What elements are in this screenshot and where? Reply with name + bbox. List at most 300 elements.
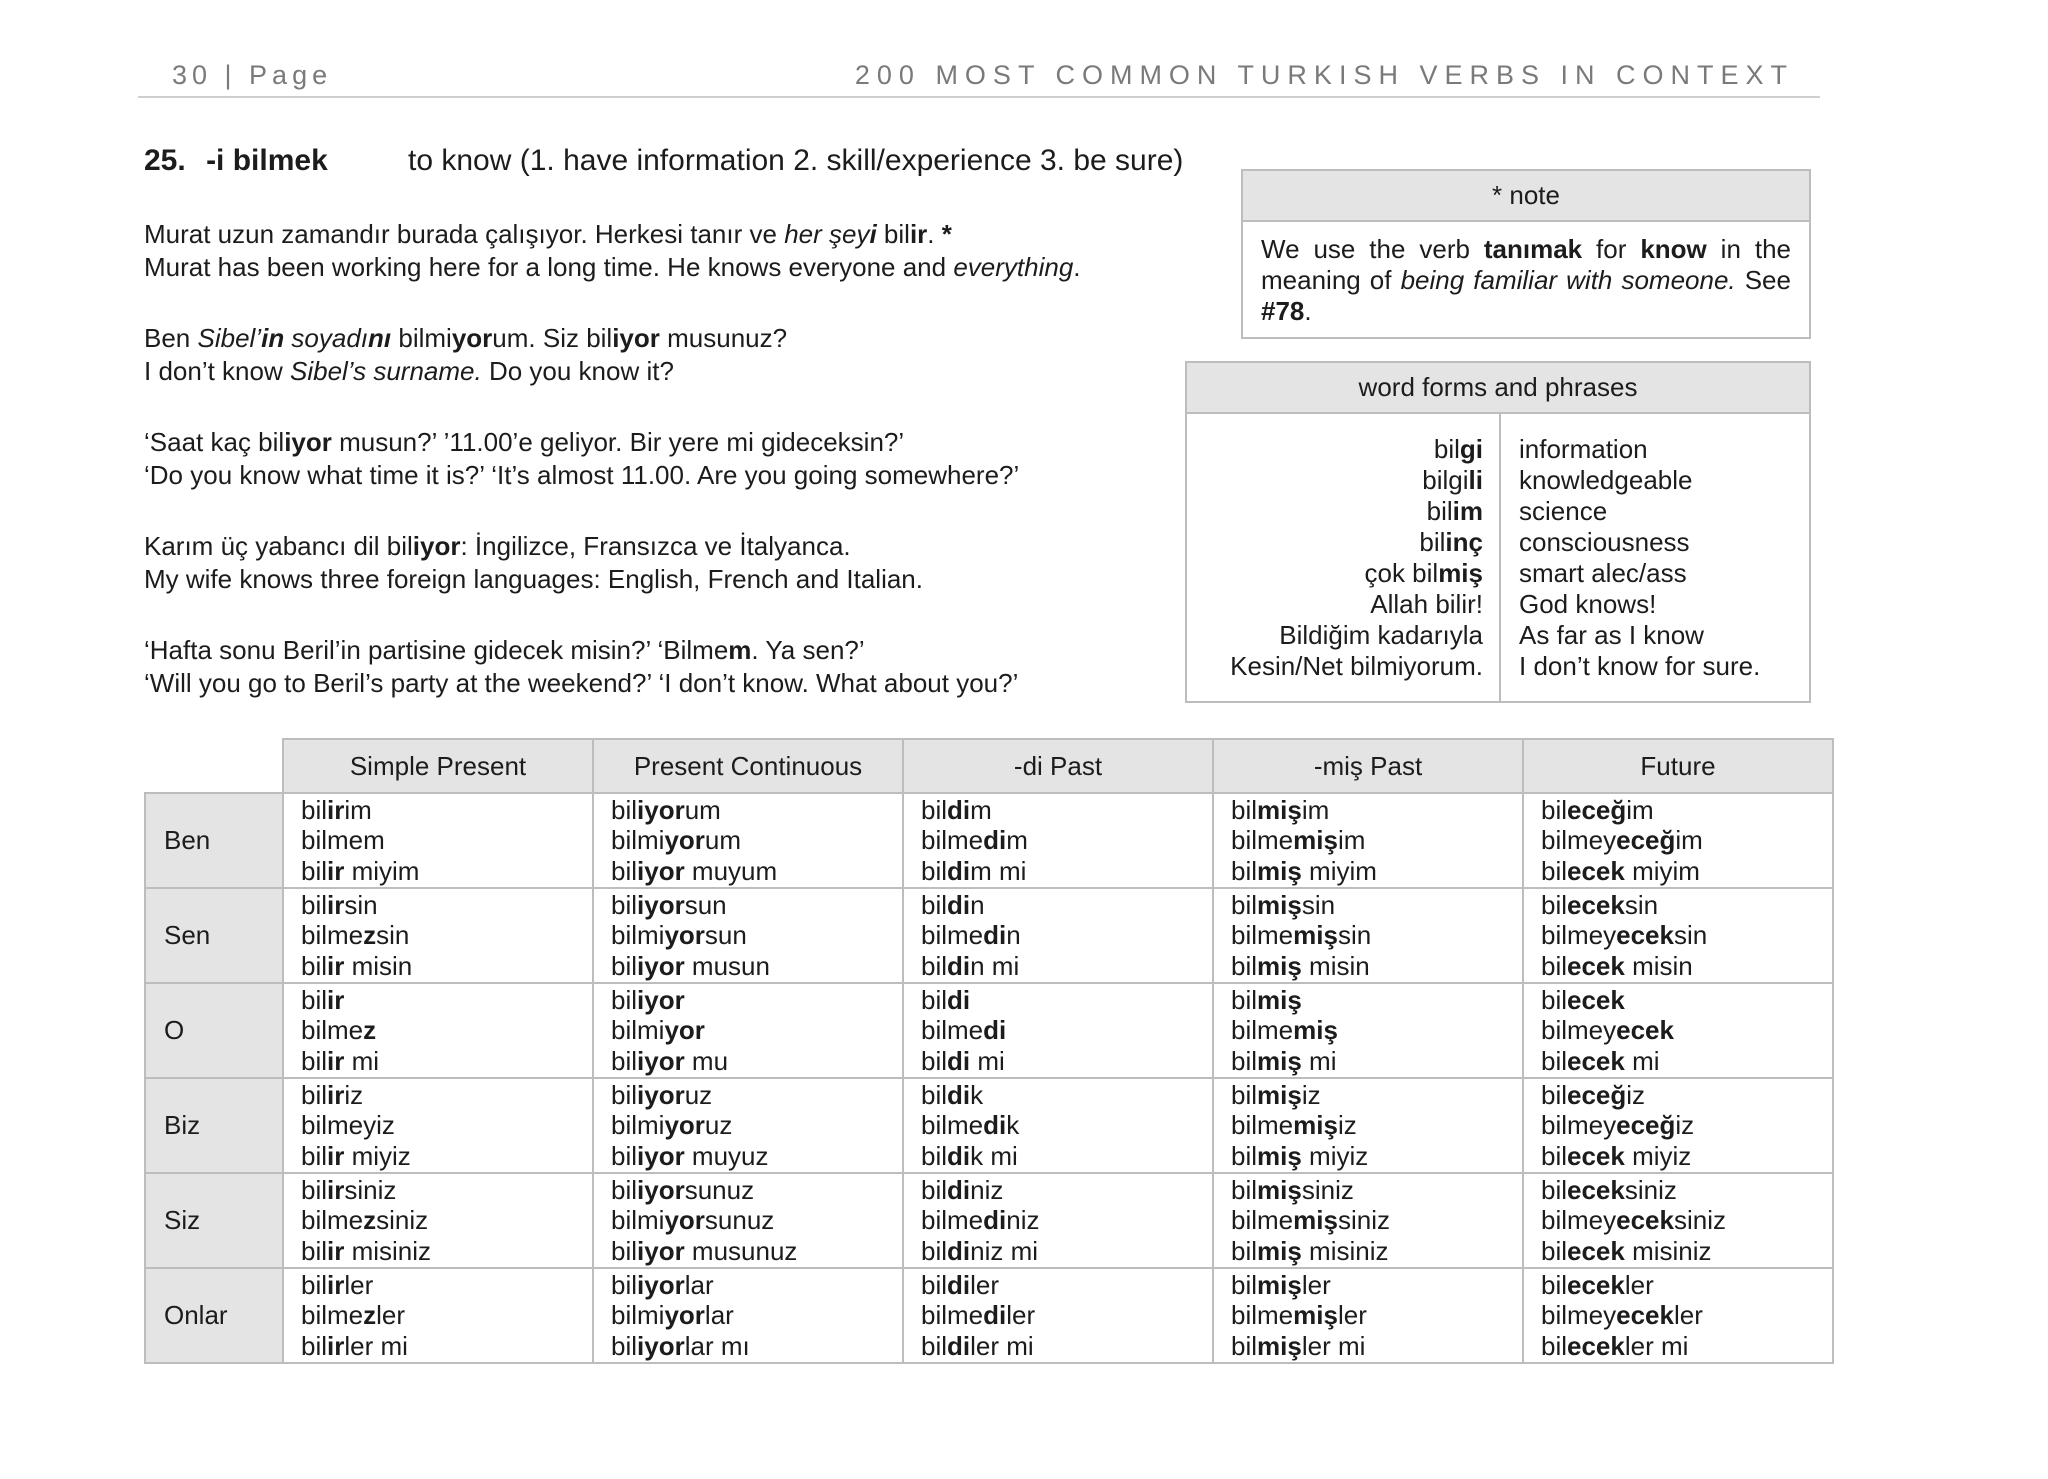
text-segment: siniz xyxy=(344,1174,397,1205)
text-segment: bilme xyxy=(1231,1300,1294,1331)
conjugation-form xyxy=(1541,1205,1832,1236)
text-segment: miş xyxy=(1257,984,1302,1015)
table-row xyxy=(145,888,1833,983)
conjugation-cell xyxy=(593,793,903,888)
text-segment: * xyxy=(941,219,952,249)
text-segment: bil xyxy=(611,1045,638,1076)
text-segment: di xyxy=(947,794,971,825)
text-segment: ecek xyxy=(1567,855,1625,886)
conjugation-table xyxy=(144,738,1834,1364)
text-segment: bil xyxy=(1419,527,1446,557)
word-form-english: information xyxy=(1519,434,1648,464)
text-segment: di xyxy=(983,1205,1007,1236)
text-segment: z xyxy=(363,920,377,951)
conjugation-form xyxy=(1231,1110,1522,1141)
conjugation-form xyxy=(1541,795,1832,826)
text-segment: misiniz xyxy=(344,1235,432,1266)
page-header xyxy=(138,58,1820,98)
conjugation-form xyxy=(301,856,592,887)
conjugation-form xyxy=(1231,1141,1522,1172)
text-segment: bilme xyxy=(921,1015,984,1046)
text-segment: . xyxy=(1304,296,1312,326)
conjugation-form xyxy=(611,1110,902,1141)
conjugation-form xyxy=(921,1175,1212,1206)
text-segment: bil xyxy=(921,889,948,920)
conjugation-form xyxy=(921,985,1212,1016)
text-segment: for xyxy=(1582,234,1641,264)
conjugation-form xyxy=(611,825,902,856)
text-segment: eceğ xyxy=(1616,825,1676,856)
tense-header: -miş Past xyxy=(1213,739,1523,793)
example-english xyxy=(144,251,1174,284)
conjugation-form xyxy=(1541,1331,1832,1362)
text-segment: miş xyxy=(1257,1140,1302,1171)
text-segment: ir xyxy=(327,1140,345,1171)
text-segment: bilmey xyxy=(1541,920,1617,951)
text-segment: bilme xyxy=(921,1300,984,1331)
text-segment: bilmi xyxy=(611,1300,665,1331)
text-segment: miş xyxy=(1257,1235,1302,1266)
conjugation-form xyxy=(921,1141,1212,1172)
text-segment: ler xyxy=(1337,1300,1367,1331)
conjugation-form xyxy=(611,1300,902,1331)
conjugation-form xyxy=(611,1141,902,1172)
text-segment: lar xyxy=(704,1300,734,1331)
text-segment: miş xyxy=(1257,1174,1302,1205)
text-segment: k xyxy=(1006,1110,1020,1141)
text-segment: bil xyxy=(1231,984,1258,1015)
text-segment: k mi xyxy=(970,1140,1018,1171)
example-english xyxy=(144,563,1174,596)
text-segment: sin xyxy=(1301,889,1336,920)
conjugation-form xyxy=(1541,951,1832,982)
conjugation-form xyxy=(1231,1236,1522,1267)
text-segment: eceğ xyxy=(1616,1110,1676,1141)
conjugation-cell xyxy=(903,983,1213,1078)
text-segment: iz xyxy=(1301,1079,1321,1110)
conjugation-cell xyxy=(1213,793,1523,888)
text-segment: bil xyxy=(1231,950,1258,981)
conjugation-cell xyxy=(1213,983,1523,1078)
text-segment: being familiar with someone. xyxy=(1400,265,1736,295)
conjugation-form xyxy=(1541,1046,1832,1077)
text-segment: bil xyxy=(301,794,328,825)
text-segment: iz xyxy=(1337,1110,1357,1141)
table-row xyxy=(145,983,1833,1078)
conjugation-form xyxy=(611,1331,902,1362)
tense-header: Future xyxy=(1523,739,1833,793)
note-text xyxy=(1243,222,1809,327)
text-segment: bil xyxy=(611,1140,638,1171)
text-segment: ir xyxy=(327,1269,345,1300)
text-segment: miş xyxy=(1293,1300,1338,1331)
text-segment: bil xyxy=(921,1079,948,1110)
conjugation-form xyxy=(1231,1015,1522,1046)
conjugation-form xyxy=(921,890,1212,921)
text-segment: bil xyxy=(1541,855,1568,886)
word-form-english: I don’t know for sure. xyxy=(1519,651,1761,681)
word-forms-turkish xyxy=(1187,434,1483,682)
text-segment: mi xyxy=(344,1045,380,1076)
text-segment: iz xyxy=(1626,1079,1646,1110)
text-segment: yor xyxy=(664,825,705,856)
example-turkish xyxy=(144,218,1174,251)
text-segment: bil xyxy=(1541,794,1568,825)
text-segment: everything xyxy=(953,252,1074,282)
text-segment: ler xyxy=(970,1269,1000,1300)
conjugation-form xyxy=(301,1205,592,1236)
text-segment: bilmi xyxy=(611,920,665,951)
text-segment: bil xyxy=(921,1140,948,1171)
word-form-turkish xyxy=(1187,651,1483,682)
text-segment: lar mı xyxy=(684,1330,750,1361)
conjugation-form xyxy=(611,856,902,887)
word-forms-title: word forms and phrases xyxy=(1187,363,1809,414)
text-segment: di xyxy=(947,1045,971,1076)
conjugation-form xyxy=(1231,920,1522,951)
text-segment: miş xyxy=(1257,950,1302,981)
text-segment: bil xyxy=(921,1174,948,1205)
text-segment: bil xyxy=(921,1045,948,1076)
text-segment: ir xyxy=(327,1330,345,1361)
text-segment: n xyxy=(970,889,985,920)
conjugation-form xyxy=(921,951,1212,982)
conjugation-form xyxy=(921,795,1212,826)
text-segment: bil xyxy=(1541,1045,1568,1076)
example-sentences xyxy=(144,218,1174,738)
text-segment: bil xyxy=(1231,1174,1258,1205)
text-segment: di xyxy=(983,1300,1007,1331)
text-segment: ecek xyxy=(1616,1015,1674,1046)
text-segment: bil xyxy=(611,1174,638,1205)
conjugation-cell xyxy=(903,1173,1213,1268)
conjugation-form xyxy=(301,1080,592,1111)
text-segment: Do you know it? xyxy=(481,356,674,386)
text-segment: iyor xyxy=(637,794,685,825)
entry-meaning: to know (1. have information 2. skill/experience 3. be sure) xyxy=(408,144,1184,177)
conjugation-form xyxy=(921,1236,1212,1267)
conjugation-cell xyxy=(1523,888,1833,983)
text-segment: musunuz xyxy=(684,1235,798,1266)
example-pair xyxy=(144,322,1174,388)
text-segment: . Ya sen?’ xyxy=(751,635,865,665)
text-segment: di xyxy=(983,825,1007,856)
word-form-turkish xyxy=(1187,558,1483,589)
text-segment: bil xyxy=(1541,1269,1568,1300)
text-segment: misin xyxy=(1301,950,1370,981)
text-segment: bil xyxy=(1541,889,1568,920)
conjugation-cell xyxy=(593,983,903,1078)
conjugation-cell xyxy=(593,1173,903,1268)
word-form-english: consciousness xyxy=(1519,527,1690,557)
text-segment: miş xyxy=(1257,794,1302,825)
text-segment: bil xyxy=(1541,1330,1568,1361)
text-segment: im xyxy=(1452,496,1483,526)
text-segment: yor xyxy=(664,920,705,951)
text-segment: ir xyxy=(327,984,345,1015)
conjugation-form xyxy=(1541,825,1832,856)
text-segment: bilmey xyxy=(1541,825,1617,856)
text-segment: di xyxy=(947,855,971,886)
conjugation-form xyxy=(301,890,592,921)
text-segment: sun xyxy=(684,889,727,920)
conjugation-form xyxy=(921,825,1212,856)
text-segment: miyiz xyxy=(1624,1140,1692,1171)
conjugation-body xyxy=(145,793,1833,1363)
example-pair xyxy=(144,530,1174,596)
text-segment: in xyxy=(261,323,285,353)
text-segment: bilmey xyxy=(1541,1110,1617,1141)
conjugation-form xyxy=(921,1046,1212,1077)
text-segment: ‘Hafta sonu Beril’in partisine gidecek misin?’ ‘Bilme xyxy=(144,635,729,665)
text-segment: um. Siz bil xyxy=(492,323,613,353)
table-row xyxy=(145,1078,1833,1173)
conjugation-cell xyxy=(903,1268,1213,1363)
text-segment: bil xyxy=(1231,1045,1258,1076)
text-segment: bilmi xyxy=(611,1205,665,1236)
text-segment: um xyxy=(704,825,742,856)
text-segment: m xyxy=(1006,825,1028,856)
text-segment: My wife knows three foreign languages: English, French and Italian. xyxy=(144,564,923,594)
text-segment: ir xyxy=(327,889,345,920)
text-segment: bil xyxy=(921,794,948,825)
conjugation-form xyxy=(1541,1080,1832,1111)
text-segment: yor xyxy=(451,323,493,353)
book-title: 200 MOST COMMON TURKISH VERBS IN CONTEXT xyxy=(854,60,1794,90)
text-segment: ir xyxy=(327,794,345,825)
conjugation-form xyxy=(611,1205,902,1236)
conjugation-cell xyxy=(1523,1268,1833,1363)
text-segment: sin xyxy=(1337,920,1372,951)
example-pair xyxy=(144,218,1174,284)
word-form-turkish xyxy=(1187,434,1483,465)
text-segment: bil xyxy=(611,950,638,981)
conjugation-form xyxy=(611,1175,902,1206)
text-segment: di xyxy=(983,1110,1007,1141)
text-segment: ecek xyxy=(1567,889,1625,920)
text-segment: siniz xyxy=(1624,1174,1677,1205)
example-pair xyxy=(144,634,1174,700)
conjugation-cell xyxy=(1213,1268,1523,1363)
text-segment: ir xyxy=(327,950,345,981)
text-segment: yor xyxy=(664,1110,705,1141)
text-segment: misiniz xyxy=(1301,1235,1389,1266)
text-segment: yor xyxy=(664,1300,705,1331)
text-segment: bil xyxy=(301,855,328,886)
text-segment: bil xyxy=(301,1079,328,1110)
conjugation-form xyxy=(921,1331,1212,1362)
word-form-english: knowledgeable xyxy=(1519,465,1693,495)
text-segment: bil xyxy=(1541,1235,1568,1266)
table-row xyxy=(145,793,1833,888)
conjugation-form xyxy=(611,1236,902,1267)
conjugation-form xyxy=(1231,1205,1522,1236)
conjugation-form xyxy=(301,1175,592,1206)
text-segment: bil xyxy=(301,1330,328,1361)
text-segment: bilme xyxy=(301,1300,364,1331)
text-segment: di xyxy=(983,920,1007,951)
conjugation-cell xyxy=(283,983,593,1078)
text-segment: bil xyxy=(611,1079,638,1110)
text-segment: ecek xyxy=(1567,1269,1625,1300)
text-segment: bil xyxy=(1541,950,1568,981)
example-turkish xyxy=(144,322,1174,355)
text-segment: miş xyxy=(1438,558,1483,588)
text-segment: bil xyxy=(921,984,948,1015)
text-segment: bil xyxy=(921,855,948,886)
text-segment: Allah bilir! xyxy=(1370,589,1483,619)
text-segment: : İngilizce, Fransızca ve İtalyanca. xyxy=(460,531,851,561)
column-divider xyxy=(1499,414,1501,703)
conjugation-form xyxy=(921,1080,1212,1111)
text-segment: yor xyxy=(664,1015,705,1046)
conjugation-form xyxy=(921,856,1212,887)
tense-header: Simple Present xyxy=(283,739,593,793)
text-segment: ‘Do you know what time it is?’ ‘It’s almost 11.00. Are you going somewhere?’ xyxy=(144,460,1020,490)
text-segment: li xyxy=(1468,465,1483,495)
conjugation-cell xyxy=(1523,983,1833,1078)
word-form-turkish xyxy=(1187,620,1483,651)
text-segment: We use the verb xyxy=(1261,234,1484,264)
conjugation-form xyxy=(301,1331,592,1362)
conjugation-form xyxy=(301,951,592,982)
example-turkish xyxy=(144,426,1174,459)
conjugation-form xyxy=(1231,1080,1522,1111)
word-form-turkish xyxy=(1187,589,1483,620)
pronoun-cell: O xyxy=(145,983,283,1078)
conjugation-form xyxy=(1541,1270,1832,1301)
text-segment: m xyxy=(970,794,992,825)
text-segment: bilgi xyxy=(1422,465,1469,495)
conjugation-form xyxy=(1541,1015,1832,1046)
text-segment: . xyxy=(1073,252,1081,282)
text-segment: tanımak xyxy=(1483,234,1583,264)
text-segment: sin xyxy=(1673,920,1708,951)
text-segment: bil xyxy=(1541,1174,1568,1205)
pronoun-cell: Siz xyxy=(145,1173,283,1268)
text-segment: ler mi xyxy=(970,1330,1034,1361)
conjugation-form xyxy=(1231,951,1522,982)
text-segment: gi xyxy=(1459,434,1483,464)
conjugation-form xyxy=(611,951,902,982)
conjugation-cell xyxy=(903,793,1213,888)
text-segment: k xyxy=(970,1079,984,1110)
conjugation-cell xyxy=(903,888,1213,983)
text-segment: bilme xyxy=(921,825,984,856)
example-english xyxy=(144,667,1174,700)
text-segment: bil xyxy=(301,889,328,920)
text-segment: ler mi xyxy=(344,1330,408,1361)
text-segment: Sibel’s surname. xyxy=(289,356,482,386)
text-segment: ir xyxy=(327,1174,345,1205)
text-segment: ir xyxy=(327,1045,345,1076)
text-segment: miş xyxy=(1257,1045,1302,1076)
text-segment: misin xyxy=(1624,950,1693,981)
text-segment: bil xyxy=(1541,1140,1568,1171)
text-segment: bilme xyxy=(1231,1015,1294,1046)
text-segment: miş xyxy=(1257,1079,1302,1110)
text-segment: z xyxy=(363,1300,377,1331)
text-segment: uz xyxy=(684,1079,713,1110)
text-segment: miyim xyxy=(1624,855,1700,886)
text-segment: bil xyxy=(611,794,638,825)
conjugation-form xyxy=(301,825,592,856)
text-segment: im xyxy=(1626,794,1654,825)
text-segment: di xyxy=(947,1079,971,1110)
conjugation-form xyxy=(1541,985,1832,1016)
entry-heading xyxy=(144,144,328,178)
conjugation-cell xyxy=(283,1268,593,1363)
text-segment: ler mi xyxy=(1301,1330,1366,1361)
text-segment: bil xyxy=(301,984,328,1015)
text-segment: miş xyxy=(1293,1205,1338,1236)
text-segment: iyor xyxy=(637,889,685,920)
text-segment: bil xyxy=(1426,496,1453,526)
text-segment: mu xyxy=(684,1045,729,1076)
text-segment: im xyxy=(1675,825,1703,856)
conjugation-form xyxy=(611,920,902,951)
conjugation-form xyxy=(1541,1141,1832,1172)
conjugation-form xyxy=(301,1110,592,1141)
text-segment: musunuz? xyxy=(659,323,788,353)
text-segment: ecek xyxy=(1567,1174,1625,1205)
text-segment: bilmeyiz xyxy=(301,1110,395,1141)
word-form-turkish xyxy=(1187,527,1483,558)
text-segment: n mi xyxy=(970,950,1020,981)
text-segment: mi xyxy=(970,1045,1005,1076)
note-title: * note xyxy=(1243,171,1809,222)
conjugation-cell xyxy=(593,1268,903,1363)
text-segment: Sibel’ xyxy=(197,323,262,353)
example-turkish xyxy=(144,634,1174,667)
text-segment: bil xyxy=(1231,1330,1258,1361)
table-row xyxy=(145,1268,1833,1363)
text-segment: bil xyxy=(611,1330,638,1361)
text-segment: bil xyxy=(301,950,328,981)
text-segment: bil xyxy=(1231,1140,1258,1171)
conjugation-form xyxy=(1541,920,1832,951)
text-segment: bil xyxy=(611,889,638,920)
text-segment: . xyxy=(927,219,942,249)
text-segment: bilmi xyxy=(611,1110,665,1141)
text-segment: her şey xyxy=(784,219,870,249)
text-segment: bilmey xyxy=(1541,1205,1617,1236)
word-form-english: As far as I know xyxy=(1519,620,1704,650)
note-box xyxy=(1241,169,1811,339)
conjugation-form xyxy=(1541,1110,1832,1141)
text-segment: Murat uzun zamandır burada çalışıyor. Herkesi tanır ve xyxy=(144,219,785,249)
text-segment: #78 xyxy=(1261,296,1305,326)
conjugation-form xyxy=(1541,890,1832,921)
conjugation-form xyxy=(1231,1270,1522,1301)
text-segment: ir xyxy=(327,855,345,886)
pronoun-cell: Ben xyxy=(145,793,283,888)
conjugation-form xyxy=(611,1080,902,1111)
text-segment: bil xyxy=(1433,434,1460,464)
text-segment: sunuz xyxy=(704,1205,775,1236)
text-segment: bilmi xyxy=(611,825,665,856)
text-segment: niz xyxy=(970,1174,1004,1205)
example-english xyxy=(144,355,1174,388)
text-segment: iz xyxy=(344,1079,364,1110)
text-segment: iyor xyxy=(637,1269,685,1300)
conjugation-form xyxy=(1231,795,1522,826)
text-segment: iyor xyxy=(637,950,685,981)
text-segment: I don’t know xyxy=(144,356,290,386)
text-segment: miş xyxy=(1257,889,1302,920)
text-segment: miş xyxy=(1257,855,1302,886)
conjugation-form xyxy=(301,1141,592,1172)
